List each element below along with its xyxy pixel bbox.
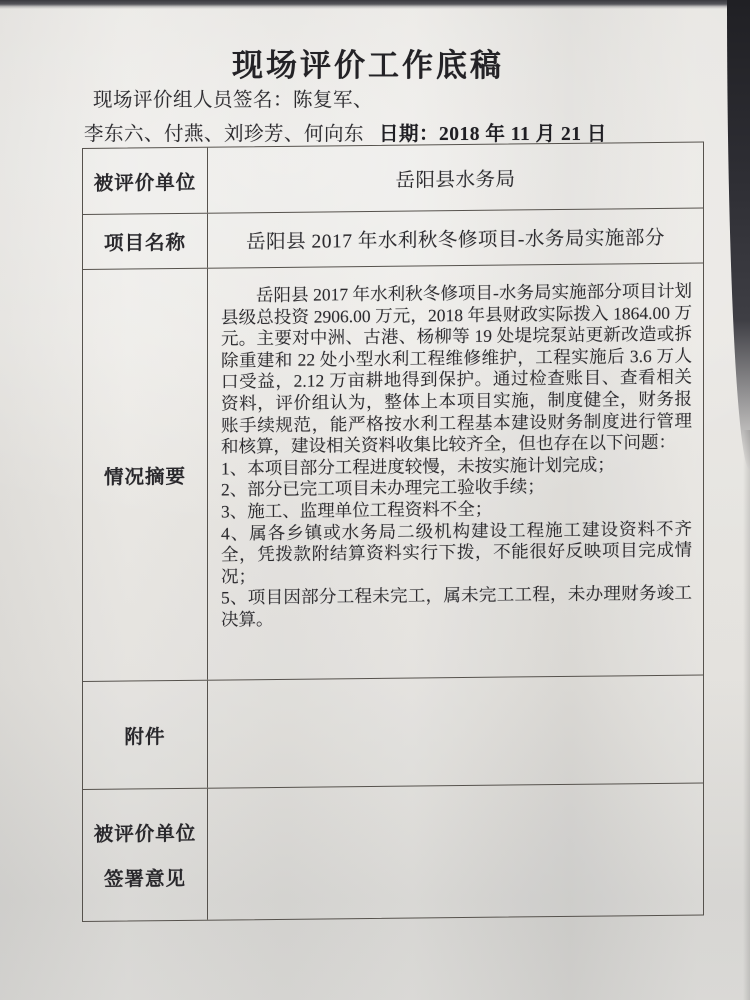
row-value-project-name: 岳阳县 2017 年水利秋冬修项目-水务局实施部分 <box>246 227 665 254</box>
row-value-summary <box>208 263 703 679</box>
summary-paragraph: 岳阳县 2017 年水利秋冬修项目-水务局实施部分项目计划县级总投资 2906.00 万元，2018 年县财政实际拨入 1864.00 万元。主要对中洲、古港、杨柳等 19 处堤垸泵站更新改造或拆除重建和 22 处小型水利工程维修维护，工程实施后 3.6 万人口受益，2.12 万亩耕地得到保护。通过检查账目、查看相关资料，评价组认为，整体上本项目实施，制度健全，财务报账手续规范，能严格按水利工程基本建设财务制度进行管理和核算，建设相关资料收集比较齐全，但也存在以下问题： <box>221 280 692 457</box>
document-title: 现场评价工作底稿 <box>232 48 504 83</box>
summary-issue-4: 4、属各乡镇或水务局二级机构建设工程施工建设资料不齐全，凭拨款附结算资料实行下拨，不能很好反映项目完成情况； <box>221 518 692 587</box>
row-label-signed-opinion <box>83 789 208 921</box>
row-label-attachments: 附件 <box>83 681 208 789</box>
table-row-project-name <box>83 207 703 268</box>
table-row-attachments <box>83 674 703 788</box>
row-value-attachments <box>208 675 703 787</box>
row-label-evaluated-unit: 被评价单位 <box>83 148 208 214</box>
row-value-signed-opinion <box>208 783 703 919</box>
signers-line-2: 李东六、付燕、刘珍芳、何向东 <box>84 124 365 145</box>
row-label-signed-opinion-line1: 被评价单位 <box>93 823 197 846</box>
row-label-project-name: 项目名称 <box>83 214 208 269</box>
summary-issue-1: 1、本项目部分工程进度较慢，未按实施计划完成； <box>221 454 615 479</box>
row-label-summary: 情况摘要 <box>83 269 208 681</box>
row-value-evaluated-unit: 岳阳县水务局 <box>395 168 516 192</box>
table-row-evaluated-unit <box>83 142 703 213</box>
summary-issue-5: 5、项目因部分工程未完工，属未完工工程，未办理财务竣工决算。 <box>221 582 692 630</box>
signers-line-1: 现场评价组人员签名：陈复军、 <box>93 90 374 111</box>
summary-issue-2: 2、部分已完工项目未办理完工验收手续； <box>221 476 545 500</box>
table-row-summary <box>83 262 703 680</box>
table-row-signed-opinion <box>83 782 703 920</box>
evaluation-table <box>82 141 704 922</box>
summary-issue-3: 3、施工、监理单位工程资料不全； <box>221 498 493 522</box>
signers-line-2-row <box>84 118 607 146</box>
date-field: 日期：2018 年 11 月 21 日 <box>379 124 607 145</box>
row-label-signed-opinion-line2: 签署意见 <box>103 868 186 891</box>
